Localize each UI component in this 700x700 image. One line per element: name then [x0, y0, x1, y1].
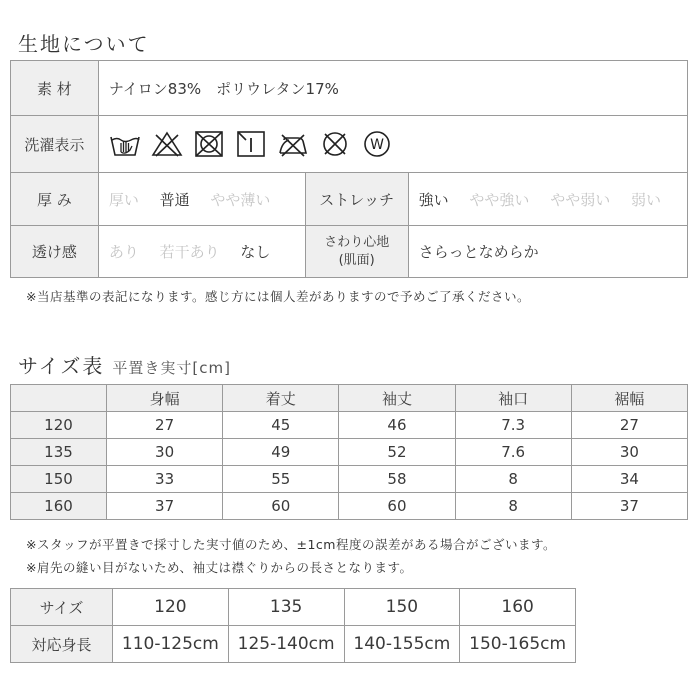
value-cell: 45	[223, 412, 339, 439]
table-row	[11, 493, 688, 520]
value-cell: 52	[339, 439, 455, 466]
value-cell: 37	[571, 493, 687, 520]
value-cell: 7.6	[455, 439, 571, 466]
fit-height-cell: 140-155cm	[344, 626, 460, 663]
fit-size-row	[11, 589, 576, 626]
size-section-heading	[18, 350, 231, 379]
care-icons	[98, 116, 687, 173]
size-note-2: ※肩先の縫い目がないため、袖丈は襟ぐりからの長さとなります。	[26, 560, 413, 575]
size-header-hem-width: 裾幅	[571, 385, 687, 412]
stretch-label: ストレッチ	[305, 173, 408, 226]
handwash-icon	[109, 130, 141, 158]
fit-size-cell: 135	[228, 589, 344, 626]
material-row	[11, 61, 688, 116]
care-label: 洗濯表示	[11, 116, 99, 173]
size-section-title: サイズ表	[18, 354, 105, 378]
thickness-stretch-row	[11, 173, 688, 226]
size-table	[10, 384, 688, 520]
sheer-label: 透け感	[11, 226, 99, 278]
value-cell: 7.3	[455, 412, 571, 439]
sheer-option-none: なし	[240, 243, 271, 261]
value-cell: 60	[339, 493, 455, 520]
material-value: ナイロン83% ポリウレタン17%	[98, 61, 687, 116]
thickness-options	[98, 173, 305, 226]
size-header-sleeve-length: 袖丈	[339, 385, 455, 412]
texture-value: さらっとなめらか	[408, 226, 687, 278]
material-note: ※当店基準の表記になります。感じ方には個人差がありますので予めご了承ください。	[26, 289, 530, 304]
fit-height-label: 対応身長	[11, 626, 113, 663]
material-section-title: 生地について	[18, 32, 150, 56]
size-header-body-width: 身幅	[107, 385, 223, 412]
stretch-option-slightly-strong: やや強い	[469, 190, 530, 209]
value-cell: 60	[223, 493, 339, 520]
size-header-cuff: 袖口	[455, 385, 571, 412]
no-bleach-icon	[151, 130, 183, 158]
fit-height-cell: 150-165cm	[460, 626, 576, 663]
fit-height-row	[11, 626, 576, 663]
thickness-option-slightly-thin: やや薄い	[210, 190, 271, 209]
value-cell: 30	[107, 439, 223, 466]
stretch-option-weak: 弱い	[630, 190, 661, 209]
size-cell: 160	[11, 493, 107, 520]
sheer-texture-row	[11, 226, 688, 278]
fit-size-cell: 150	[344, 589, 460, 626]
size-cell: 120	[11, 412, 107, 439]
thickness-label: 厚 み	[11, 173, 99, 226]
size-table-corner	[11, 385, 107, 412]
fit-size-cell: 160	[460, 589, 576, 626]
table-row	[11, 439, 688, 466]
value-cell: 49	[223, 439, 339, 466]
size-section-subtitle: 平置き実寸[cm]	[112, 359, 231, 377]
value-cell: 27	[571, 412, 687, 439]
care-row	[11, 116, 688, 173]
size-table-header	[11, 385, 688, 412]
table-row	[11, 412, 688, 439]
fit-height-cell: 125-140cm	[228, 626, 344, 663]
value-cell: 58	[339, 466, 455, 493]
value-cell: 8	[455, 493, 571, 520]
wet-clean-icon	[361, 130, 393, 158]
value-cell: 8	[455, 466, 571, 493]
size-note-1: ※スタッフが平置きで採寸した実寸値のため、±1cm程度の誤差がある場合がございます。	[26, 537, 556, 552]
material-table	[10, 60, 688, 278]
value-cell: 37	[107, 493, 223, 520]
fit-size-cell: 120	[113, 589, 229, 626]
value-cell: 55	[223, 466, 339, 493]
sheer-option-yes: あり	[108, 243, 139, 261]
stretch-option-slightly-weak: やや弱い	[550, 190, 611, 209]
size-header-length: 着丈	[223, 385, 339, 412]
thickness-option-thick: 厚い	[108, 190, 139, 209]
value-cell: 30	[571, 439, 687, 466]
table-row	[11, 466, 688, 493]
stretch-options	[408, 173, 687, 226]
size-cell: 135	[11, 439, 107, 466]
value-cell: 34	[571, 466, 687, 493]
line-dry-shade-icon	[235, 130, 267, 158]
svg-text:W: W	[369, 137, 384, 153]
fit-height-cell: 110-125cm	[113, 626, 229, 663]
stretch-option-strong: 強い	[418, 190, 449, 209]
fit-size-label: サイズ	[11, 589, 113, 626]
value-cell: 33	[107, 466, 223, 493]
no-iron-icon	[277, 130, 309, 158]
thickness-option-normal: 普通	[159, 190, 190, 209]
texture-label	[305, 226, 408, 278]
no-dry-clean-icon	[319, 130, 351, 158]
value-cell: 27	[107, 412, 223, 439]
no-tumble-dry-icon	[193, 130, 225, 158]
size-cell: 150	[11, 466, 107, 493]
texture-label-line1: さわり心地	[324, 234, 390, 250]
sheer-option-slight: 若干あり	[159, 243, 220, 261]
value-cell: 46	[339, 412, 455, 439]
fit-table	[10, 588, 576, 663]
sheer-options	[98, 226, 305, 278]
material-label: 素 材	[11, 61, 99, 116]
texture-label-line2: (肌面)	[338, 252, 375, 268]
